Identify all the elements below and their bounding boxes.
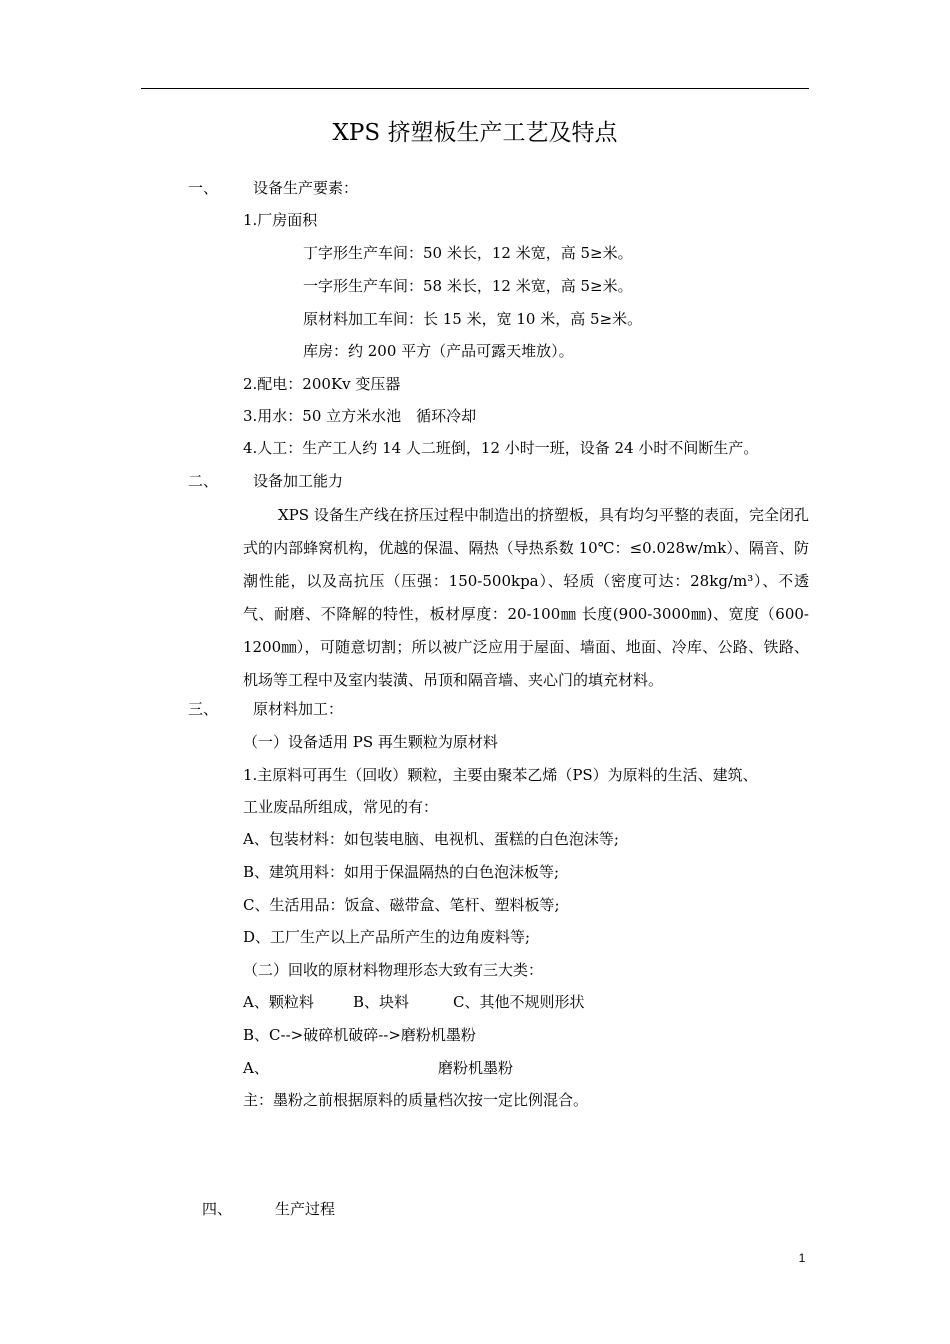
section1-heading: 设备生产要素：: [253, 179, 359, 197]
header-rule: [141, 88, 809, 89]
section3-item1-line1: 1.主原料可再生（回收）颗粒，主要由聚苯乙烯（PS）为原料的生活、建筑、: [243, 766, 758, 784]
factory-line-4: 库房：约 200 平方（产品可露天堆放）。: [303, 342, 574, 360]
flow-a-label: A、: [243, 1059, 269, 1077]
section1-item4: 4.人工：生产工人约 14 人二班倒，12 小时一班，设备 24 小时不间断生产。: [243, 439, 759, 457]
factory-line-2: 一字形生产车间：58 米长，12 米宽，高 5≥米。: [303, 277, 633, 295]
form-irregular: C、其他不规则形状: [453, 993, 585, 1011]
section4-number: 四、: [202, 1200, 233, 1218]
factory-line-3: 原材料加工车间：长 15 米，宽 10 米，高 5≥米。: [303, 310, 643, 328]
section3-heading: 原材料加工：: [253, 700, 344, 718]
page-number: 1: [798, 1251, 806, 1265]
section4-heading: 生产过程: [275, 1200, 336, 1218]
form-granule: A、颗粒料: [243, 993, 314, 1011]
material-list-item-b: B、建筑用料：如用于保温隔热的白色泡沫板等;: [243, 863, 560, 881]
section2-paragraph: XPS 设备生产线在挤压过程中制造出的挤塑板，具有均匀平整的表面，完全闭孔式的内部蜂窝机构，优越的保温、隔热（导热系数 10℃：≤0.028w/mk）、隔音、防潮性能，以及高抗压（压强：150-500kpa）、轻质（密度可达：28kg/m³）、不透气、耐磨、不降解的特性，板材厚度：20-100㎜ 长度(900-3000㎜)、宽度（600-1200㎜），可随意切割；所以被广泛应用于屋面、墙面、地面、冷库、公路、铁路、机场等工程中及室内装潢、吊顶和隔音墙、夹心门的填充材料。: [243, 506, 809, 689]
section1-item3: 3.用水：50 立方米水池 循环冷却: [243, 407, 477, 425]
factory-line-1: 丁字形生产车间：50 米长，12 米宽，高 5≥米。: [303, 244, 633, 262]
material-list-item-d: D、工厂生产以上产品所产生的边角废料等;: [243, 928, 531, 946]
section3-number: 三、: [188, 700, 219, 718]
section3-item1-line2: 工业废品所组成，常见的有：: [243, 798, 439, 816]
material-list-item-a: A、包装材料：如包装电脑、电视机、蛋糕的白色泡沫等;: [243, 830, 619, 848]
section3-note: 主：墨粉之前根据原料的质量档次按一定比例混合。: [243, 1091, 589, 1109]
section2-number: 二、: [188, 472, 219, 490]
section3-sub1: （一）设备适用 PS 再生颗粒为原材料: [243, 733, 498, 751]
section1-number: 一、: [188, 179, 219, 197]
material-list-item-c: C、生活用品：饭盒、磁带盒、笔杆、塑料板等;: [243, 896, 560, 914]
flow-a-target: 磨粉机墨粉: [438, 1059, 514, 1077]
flow-bc: B、C-->破碎机破碎-->磨粉机墨粉: [243, 1026, 476, 1044]
section2-heading: 设备加工能力: [253, 472, 344, 490]
section1-item1: 1.厂房面积: [243, 211, 318, 229]
section1-item2: 2.配电：200Kv 变压器: [243, 375, 401, 393]
document-title: XPS 挤塑板生产工艺及特点: [332, 120, 618, 146]
form-block: B、块料: [353, 993, 410, 1011]
section3-sub2: （二）回收的原材料物理形态大致有三大类：: [243, 961, 544, 979]
